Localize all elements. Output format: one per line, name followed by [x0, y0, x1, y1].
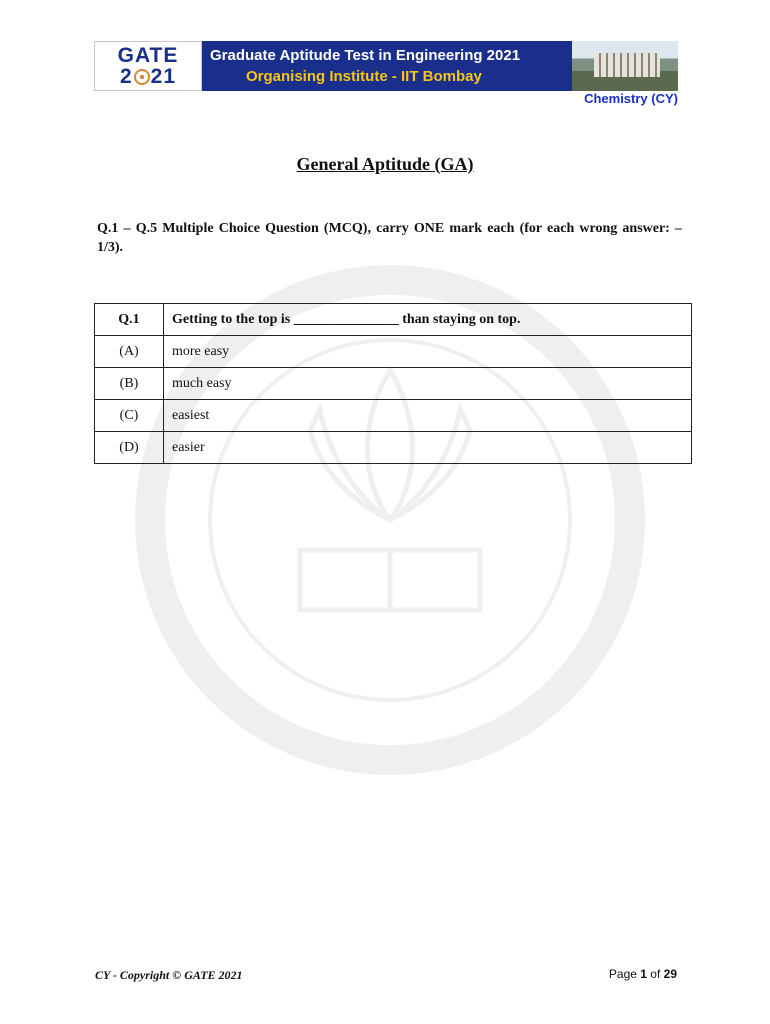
option-label-c: (C)	[95, 400, 164, 432]
building-photo	[572, 41, 678, 91]
option-row	[95, 336, 692, 368]
option-label-b: (B)	[95, 368, 164, 400]
banner-title: Graduate Aptitude Test in Engineering 2021	[210, 47, 521, 64]
option-text-b: much easy	[164, 368, 692, 400]
option-row	[95, 400, 692, 432]
option-text-c: easiest	[164, 400, 692, 432]
question-table	[94, 303, 692, 464]
logo-line1: GATE	[117, 44, 179, 67]
subject-label: Chemistry (CY)	[584, 91, 678, 106]
banner-text	[202, 41, 572, 91]
logo-line2	[120, 66, 176, 87]
question-row	[95, 304, 692, 336]
option-label-a: (A)	[95, 336, 164, 368]
header-banner	[94, 41, 678, 91]
option-label-d: (D)	[95, 432, 164, 464]
question-number: Q.1	[95, 304, 164, 336]
seal-icon	[134, 69, 150, 85]
question-stem: Getting to the top is _______________ than staying on top.	[164, 304, 692, 336]
section-title: General Aptitude (GA)	[296, 154, 474, 174]
gate-logo	[94, 41, 202, 91]
banner-subtitle: Organising Institute - IIT Bombay	[246, 68, 482, 85]
option-text-a: more easy	[164, 336, 692, 368]
footer-copyright: CY - Copyright © GATE 2021	[95, 968, 243, 982]
page-total: 29	[663, 967, 677, 981]
logo-digit: 2	[119, 65, 133, 88]
option-row	[95, 432, 692, 464]
page-mid: of	[646, 967, 664, 981]
page-current: 1	[640, 967, 647, 981]
logo-digits: 21	[150, 65, 177, 88]
page-prefix: Page	[608, 967, 641, 981]
page-number	[609, 967, 677, 981]
option-text-d: easier	[164, 432, 692, 464]
section-instructions: Q.1 – Q.5 Multiple Choice Question (MCQ), carry ONE mark each (for each wrong answer: – 1/3).	[97, 221, 682, 255]
option-row	[95, 368, 692, 400]
